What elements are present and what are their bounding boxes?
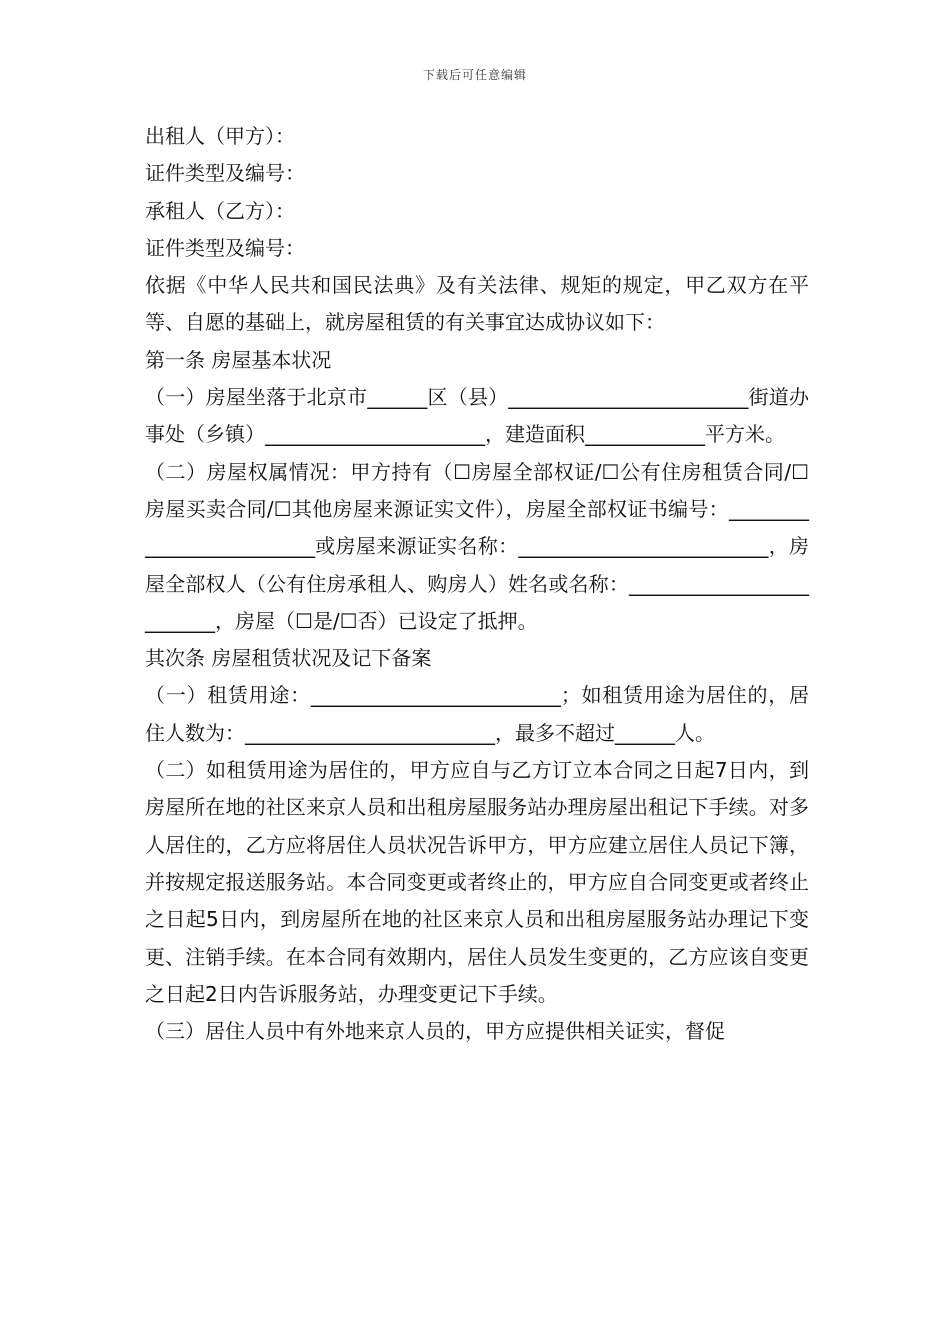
article-1-clause-2: （二）房屋权属情况：甲方持有（☐房屋全部权证/☐公有住房租赁合同/☐房屋买卖合同/☐其他房屋来源证实文件），房屋全部权证书编号：_________________________或房屋来源证实名称：_________________________，房屋全部权人（公有住房承租人、购房人）姓名或名称：_________________________，房屋（☐是/☐否）已设定了抵押。 (145, 459, 809, 633)
lessor-line: 出租人（甲方）： (145, 124, 295, 148)
lessee-id-line: 证件类型及编号： (145, 235, 305, 260)
lessor-id-line: 证件类型及编号： (145, 161, 305, 186)
article-1-heading: 第一条 房屋基本状况 (145, 347, 332, 372)
article-2-heading: 其次条 房屋租赁状况及记下备案 (145, 646, 432, 671)
contract-body (145, 118, 809, 1050)
article-2-clause-3: （三）居住人员中有外地来京人员的，甲方应提供相关证实，督促 (145, 1019, 725, 1044)
header-note: 下载后可任意编辑 (422, 68, 527, 82)
preamble-paragraph: 依据《中华人民共和国民法典》及有关法律、规矩的规定，甲乙双方在平等、自愿的基础上，就房屋租赁的有关事宜达成协议如下： (145, 273, 809, 335)
lessee-line: 承租人（乙方）： (145, 198, 295, 223)
article-2-clause-2: （二）如租赁用途为居住的，甲方应自与乙方订立本合同之日起7日内，到房屋所在地的社区来京人员和出租房屋服务站办理房屋出租记下手续。对多人居住的，乙方应将居住人员状况告诉甲方，甲方应建立居住人员记下簿，并按规定报送服务站。本合同变更或者终止的，甲方应自合同变更或者终止之日起5日内，到房屋所在地的社区来京人员和出租房屋服务站办理记下变更、注销手续。在本合同有效期内，居住人员发生变更的，乙方应该自变更之日起2日内告诉服务站，办理变更记下手续。 (145, 758, 809, 1006)
article-1-clause-1: （一）房屋坐落于北京市______区（县）________________________街道办事处（乡镇）______________________，建造面积____________平方米。 (145, 385, 809, 447)
article-2-clause-1: （一）租赁用途：_________________________；如租赁用途为居住的，居住人数为：_________________________，最多不超过______人。 (145, 683, 809, 745)
